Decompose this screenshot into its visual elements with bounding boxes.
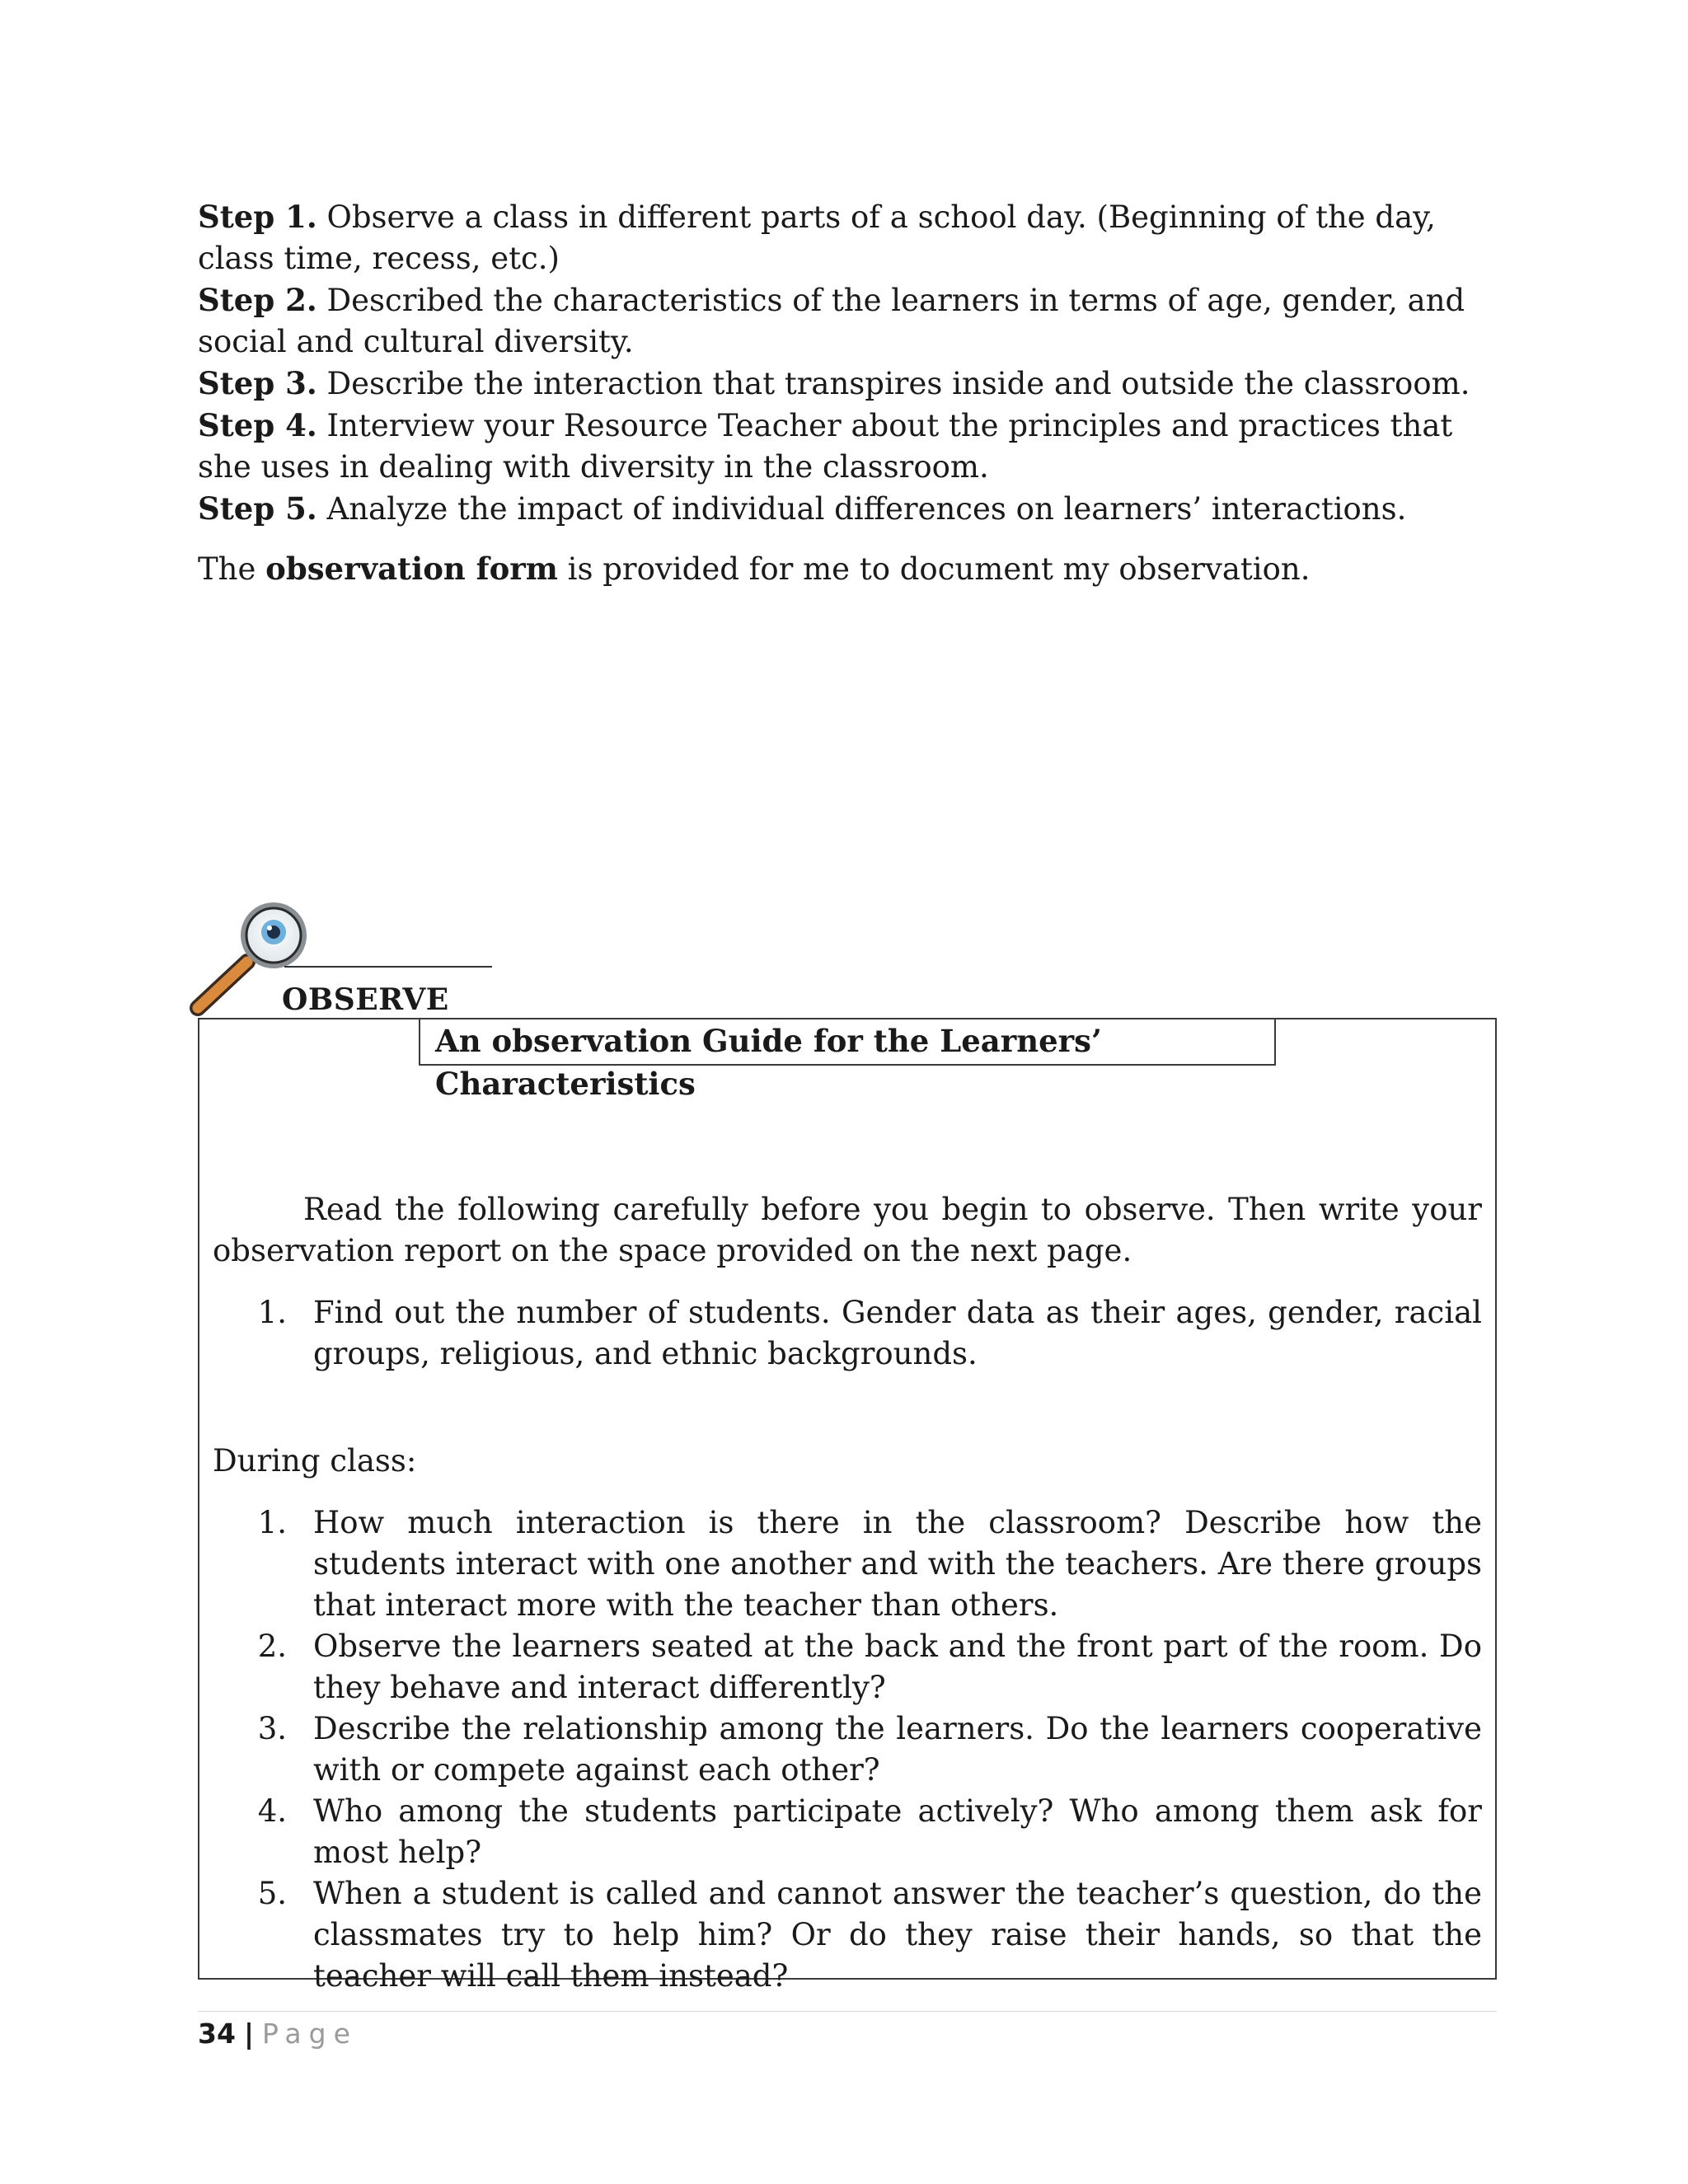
list-item-text: Describe the relationship among the learners. Do the learners cooperative with or compete against each other? xyxy=(313,1711,1482,1788)
list-item xyxy=(213,1502,1482,1626)
list-item xyxy=(213,1708,1482,1791)
note-suffix: is provided for me to document my observation. xyxy=(557,551,1311,587)
step-label: Step 3. xyxy=(198,365,317,401)
step-text: Interview your Resource Teacher about the principles and practices that she uses in dealing with diversity in the classroom. xyxy=(198,408,1453,485)
step-item xyxy=(198,488,1484,530)
footer-divider xyxy=(198,2011,1497,2012)
list-item-number: 4. xyxy=(257,1793,287,1829)
guide-intro: Read the following carefully before you begin to observe. Then write your observation report on the space provided on the next page. xyxy=(213,1192,1482,1268)
list-item xyxy=(213,1292,1482,1375)
list-item-text: When a student is called and cannot answer the teacher’s question, do the classmates try to help him? Or do they raise their hands, so that the teacher will call them instead? xyxy=(313,1876,1482,1994)
list-item-text: Who among the students participate actively? Who among them ask for most help? xyxy=(313,1793,1482,1870)
observe-rule xyxy=(284,966,492,968)
step-text: Analyze the impact of individual differences on learners’ interactions. xyxy=(316,491,1407,527)
pre-observation-list xyxy=(213,1292,1482,1375)
step-item xyxy=(198,196,1484,279)
during-class-list xyxy=(213,1502,1482,1997)
page-number: 34 xyxy=(198,2018,236,2050)
list-item-number: 1. xyxy=(257,1295,287,1330)
step-item xyxy=(198,405,1484,488)
list-item-number: 1. xyxy=(257,1505,287,1540)
page-word: Page xyxy=(262,2018,358,2050)
step-item xyxy=(198,279,1484,363)
step-item xyxy=(198,363,1484,405)
page-footer xyxy=(198,2016,358,2052)
list-item-number: 5. xyxy=(257,1876,287,1911)
list-item xyxy=(213,1626,1482,1708)
step-text: Described the characteristics of the learners in terms of age, gender, and social and cultural diversity. xyxy=(198,283,1465,359)
steps-list xyxy=(198,196,1484,530)
during-class-label: During class: xyxy=(213,1443,417,1479)
step-label: Step 2. xyxy=(198,282,317,318)
list-item-text: Observe the learners seated at the back and the front part of the room. Do they behave and interact differently? xyxy=(313,1629,1482,1705)
observe-heading: OBSERVE xyxy=(282,982,449,1017)
footer-separator: | xyxy=(243,2018,254,2050)
list-item-number: 3. xyxy=(257,1711,287,1746)
list-item xyxy=(213,1873,1482,1997)
list-item-number: 2. xyxy=(257,1629,287,1664)
list-item xyxy=(213,1791,1482,1873)
observation-form-note xyxy=(198,548,1484,590)
step-text: Observe a class in different parts of a school day. (Beginning of the day, class time, recess, etc.) xyxy=(198,199,1436,276)
step-label: Step 1. xyxy=(198,199,317,235)
step-label: Step 4. xyxy=(198,407,317,443)
step-text: Describe the interaction that transpires inside and outside the classroom. xyxy=(316,366,1470,401)
list-item-text: Find out the number of students. Gender data as their ages, gender, racial groups, religious, and ethnic backgrounds. xyxy=(313,1295,1482,1371)
list-item-text: How much interaction is there in the classroom? Describe how the students interact with one another and with the teachers. Are there groups that interact more with the teacher than others. xyxy=(313,1505,1482,1623)
step-label: Step 5. xyxy=(198,490,317,527)
note-bold: observation form xyxy=(265,551,558,587)
observation-guide-title: An observation Guide for the Learners’ Characteristics xyxy=(419,1018,1276,1066)
note-prefix: The xyxy=(198,551,266,587)
